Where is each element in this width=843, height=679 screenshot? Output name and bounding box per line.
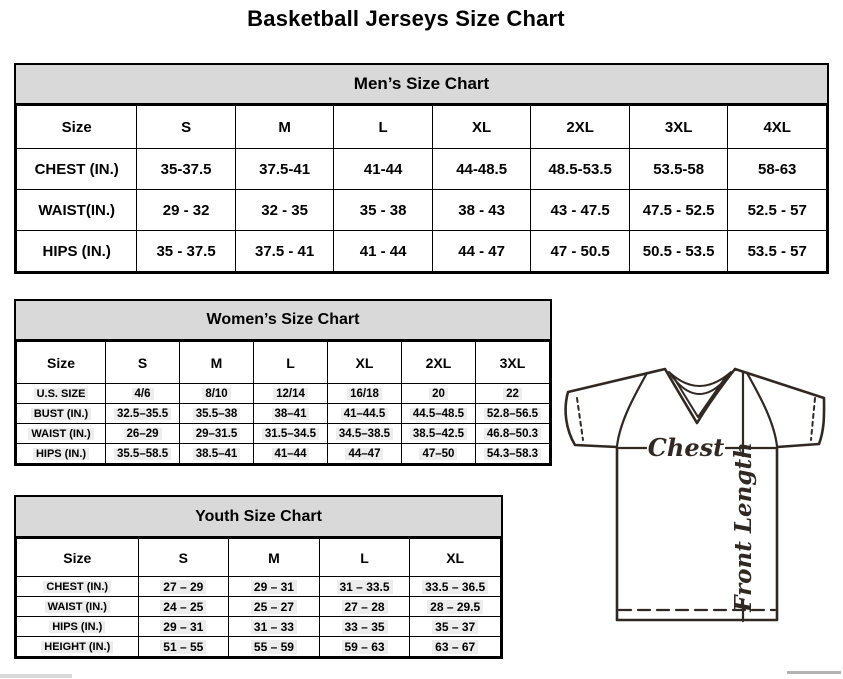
row-label-cell <box>17 342 106 384</box>
cell-text: HIPS (IN.) <box>42 242 111 260</box>
value-cell <box>235 106 334 149</box>
cell-text: 28 – 29.5 <box>427 600 483 614</box>
womens-size-chart <box>14 299 552 466</box>
value-cell <box>229 637 320 657</box>
value-cell <box>254 444 328 464</box>
value-cell <box>254 424 328 444</box>
cell-text: 35 - 37.5 <box>156 242 216 260</box>
row-label-cell <box>17 404 106 424</box>
cell-text: XL <box>446 549 465 566</box>
value-cell <box>327 424 401 444</box>
value-cell <box>319 577 410 597</box>
cell-text: XL <box>355 354 374 371</box>
value-cell <box>432 231 531 272</box>
size-header-row <box>17 539 501 577</box>
jersey-outline <box>566 369 824 620</box>
cell-text: 41 - 44 <box>359 242 407 260</box>
value-cell <box>319 597 410 617</box>
cell-text: HIPS (IN.) <box>33 448 89 460</box>
value-cell <box>401 444 475 464</box>
cell-text: 8/10 <box>202 388 230 400</box>
cell-text: Size <box>61 118 92 136</box>
womens-size-table <box>16 341 550 464</box>
value-cell <box>319 539 410 577</box>
value-cell <box>728 190 827 231</box>
cell-text: 41–44.5 <box>341 408 389 420</box>
value-cell <box>475 384 549 404</box>
value-cell <box>401 384 475 404</box>
value-cell <box>410 577 501 597</box>
cell-text: Size <box>47 354 76 371</box>
cell-text: 58-63 <box>758 160 797 178</box>
cell-text: 44–47 <box>345 448 383 460</box>
cell-text: 31 – 33.5 <box>337 580 393 594</box>
cell-text: 25 – 27 <box>251 600 297 614</box>
value-cell <box>319 637 410 657</box>
cell-text: 38–41 <box>272 408 310 420</box>
row-label-cell <box>17 637 139 657</box>
cell-text: 29 - 32 <box>162 201 210 219</box>
cell-text: CHEST (IN.) <box>34 160 119 178</box>
cell-text: 44 - 47 <box>458 242 505 260</box>
cell-text: 55 – 59 <box>251 640 297 654</box>
cell-text: 35.5–38 <box>193 408 241 420</box>
value-cell <box>629 190 728 231</box>
row-label-cell <box>17 539 139 577</box>
cell-text: 47–50 <box>419 448 457 460</box>
value-cell <box>327 342 401 384</box>
cell-text: 35 – 37 <box>432 620 478 634</box>
cell-text: 16/18 <box>347 388 382 400</box>
value-cell <box>432 149 531 190</box>
cell-text: 20 <box>429 388 448 400</box>
cell-text: 44-48.5 <box>456 160 508 178</box>
cell-text: 34.5–38.5 <box>336 428 393 440</box>
cell-text: 29–31.5 <box>193 428 241 440</box>
cell-text: 12/14 <box>273 388 308 400</box>
value-cell <box>327 444 401 464</box>
value-cell <box>334 190 433 231</box>
cell-text: 44.5–48.5 <box>410 408 467 420</box>
cell-text: 53.5 - 57 <box>747 242 807 260</box>
value-cell <box>410 539 501 577</box>
value-cell <box>629 149 728 190</box>
cell-text: 4XL <box>763 118 791 136</box>
table-row <box>17 444 550 464</box>
value-cell <box>229 617 320 637</box>
table-row <box>17 637 501 657</box>
value-cell <box>401 342 475 384</box>
table-row <box>17 149 827 190</box>
womens-chart-title: Women’s Size Chart <box>206 311 360 328</box>
mens-size-table <box>16 105 827 272</box>
cell-text: 31.5–34.5 <box>262 428 319 440</box>
cell-text: U.S. SIZE <box>34 388 89 400</box>
cell-text: 35-37.5 <box>160 160 212 178</box>
cell-text: HIPS (IN.) <box>49 621 105 633</box>
value-cell <box>629 106 728 149</box>
cell-text: 38.5–41 <box>193 448 241 460</box>
row-label-cell <box>17 597 139 617</box>
value-cell <box>319 617 410 637</box>
cell-text: 46.8–50.3 <box>484 428 541 440</box>
jersey-measurement-diagram <box>558 360 843 625</box>
cell-text: WAIST(IN.) <box>38 201 115 219</box>
cell-text: M <box>278 118 291 136</box>
value-cell <box>229 539 320 577</box>
row-label-cell <box>17 444 106 464</box>
cell-text: 47 - 50.5 <box>550 242 610 260</box>
mens-size-chart <box>14 63 829 274</box>
value-cell <box>334 231 433 272</box>
cell-text: HEIGHT (IN.) <box>41 641 113 653</box>
value-cell <box>401 424 475 444</box>
cell-text: L <box>378 118 388 136</box>
cell-text: 37.5-41 <box>259 160 311 178</box>
cell-text: 52.5 - 57 <box>747 201 807 219</box>
cell-text: 27 – 29 <box>160 580 206 594</box>
cell-text: 52.8–56.5 <box>484 408 541 420</box>
cell-text: 63 – 67 <box>432 640 478 654</box>
value-cell <box>401 404 475 424</box>
value-cell <box>475 342 549 384</box>
cell-text: 33 – 35 <box>342 620 388 634</box>
value-cell <box>327 384 401 404</box>
cell-text: 35.5–58.5 <box>114 448 171 460</box>
cell-text: WAIST (IN.) <box>45 601 110 613</box>
value-cell <box>327 404 401 424</box>
value-cell <box>728 106 827 149</box>
cell-text: 2XL <box>566 118 594 136</box>
cell-text: 50.5 - 53.5 <box>642 242 715 260</box>
cell-text: XL <box>472 118 492 136</box>
value-cell <box>106 444 180 464</box>
value-cell <box>180 444 254 464</box>
value-cell <box>137 149 236 190</box>
cell-text: 47.5 - 52.5 <box>642 201 715 219</box>
value-cell <box>137 231 236 272</box>
table-row <box>17 617 501 637</box>
value-cell <box>629 231 728 272</box>
size-header-row <box>17 106 827 149</box>
cell-text: S <box>181 118 192 136</box>
youth-size-chart <box>14 495 503 659</box>
youth-chart-title: Youth Size Chart <box>195 507 322 525</box>
cell-text: S <box>178 549 188 566</box>
value-cell <box>531 149 630 190</box>
value-cell <box>137 190 236 231</box>
value-cell <box>106 384 180 404</box>
value-cell <box>475 424 549 444</box>
cell-text: 32.5–35.5 <box>114 408 171 420</box>
row-label-cell <box>17 149 137 190</box>
cell-text: 41–44 <box>272 448 310 460</box>
value-cell <box>531 106 630 149</box>
value-cell <box>410 597 501 617</box>
cell-text: 51 – 55 <box>160 640 206 654</box>
row-label-cell <box>17 617 139 637</box>
value-cell <box>410 617 501 637</box>
cell-text: M <box>210 354 223 371</box>
youth-chart-header <box>16 497 501 538</box>
row-label-cell <box>17 106 137 149</box>
table-row <box>17 231 827 272</box>
cell-text: 35 - 38 <box>359 201 407 219</box>
front-length-label: Front Length <box>730 442 757 612</box>
table-row <box>17 384 550 404</box>
value-cell <box>137 106 236 149</box>
value-cell <box>180 384 254 404</box>
cell-text: 31 – 33 <box>251 620 297 634</box>
value-cell <box>475 444 549 464</box>
value-cell <box>138 539 229 577</box>
cell-text: 32 - 35 <box>261 201 308 219</box>
cell-text: 27 – 28 <box>342 600 388 614</box>
value-cell <box>180 342 254 384</box>
value-cell <box>410 637 501 657</box>
cell-text: 48.5-53.5 <box>548 160 612 178</box>
row-label-cell <box>17 424 106 444</box>
cell-text: BUST (IN.) <box>31 408 91 420</box>
cell-text: 41-44 <box>363 160 403 178</box>
cell-text: Size <box>63 549 92 566</box>
cell-text: 29 – 31 <box>251 580 297 594</box>
row-label-cell <box>17 231 137 272</box>
cell-text: 54.3–58.3 <box>484 448 541 460</box>
row-label-cell <box>17 577 139 597</box>
value-cell <box>254 404 328 424</box>
cell-text: 59 – 63 <box>342 640 388 654</box>
value-cell <box>106 404 180 424</box>
cell-text: 53.5-58 <box>653 160 705 178</box>
page-title: Basketball Jerseys Size Chart <box>247 6 565 31</box>
value-cell <box>334 149 433 190</box>
value-cell <box>254 342 328 384</box>
table-row <box>17 190 827 231</box>
cell-text: M <box>268 549 280 566</box>
value-cell <box>106 342 180 384</box>
scrollbar-fragment-left <box>0 674 72 678</box>
table-row <box>17 597 501 617</box>
cell-text: S <box>137 354 148 371</box>
row-label-cell <box>17 190 137 231</box>
value-cell <box>138 597 229 617</box>
value-cell <box>432 190 531 231</box>
table-row <box>17 404 550 424</box>
scrollbar-fragment-right <box>787 671 841 674</box>
cell-text: 24 – 25 <box>160 600 206 614</box>
value-cell <box>138 617 229 637</box>
cell-text: 37.5 - 41 <box>254 242 315 260</box>
value-cell <box>531 190 630 231</box>
value-cell <box>180 424 254 444</box>
cell-text: L <box>286 354 295 371</box>
cell-text: WAIST (IN.) <box>28 428 93 440</box>
row-label-cell <box>17 384 106 404</box>
womens-chart-header <box>16 301 550 341</box>
table-row <box>17 577 501 597</box>
value-cell <box>254 384 328 404</box>
cell-text: 38 - 43 <box>458 201 505 219</box>
value-cell <box>138 577 229 597</box>
value-cell <box>229 577 320 597</box>
value-cell <box>235 190 334 231</box>
table-row <box>17 424 550 444</box>
cell-text: CHEST (IN.) <box>43 581 111 593</box>
cell-text: L <box>360 549 369 566</box>
value-cell <box>728 149 827 190</box>
value-cell <box>728 231 827 272</box>
cell-text: 3XL <box>499 354 526 371</box>
cell-text: 4/6 <box>132 388 154 400</box>
cell-text: 29 – 31 <box>160 620 206 634</box>
value-cell <box>432 106 531 149</box>
size-header-row <box>17 342 550 384</box>
cell-text: 3XL <box>664 118 693 136</box>
value-cell <box>229 597 320 617</box>
value-cell <box>138 637 229 657</box>
chest-label: Chest <box>647 433 725 462</box>
value-cell <box>235 149 334 190</box>
youth-size-table <box>16 538 501 657</box>
value-cell <box>334 106 433 149</box>
value-cell <box>475 404 549 424</box>
value-cell <box>235 231 334 272</box>
value-cell <box>180 404 254 424</box>
cell-text: 2XL <box>425 354 452 371</box>
cell-text: 26–29 <box>124 428 162 440</box>
mens-chart-header <box>16 65 827 105</box>
cell-text: 43 - 47.5 <box>550 201 610 219</box>
cell-text: 33.5 – 36.5 <box>422 580 488 594</box>
value-cell <box>531 231 630 272</box>
value-cell <box>106 424 180 444</box>
cell-text: 38.5–42.5 <box>410 428 467 440</box>
cell-text: 22 <box>503 388 522 400</box>
mens-chart-title: Men’s Size Chart <box>353 74 490 93</box>
